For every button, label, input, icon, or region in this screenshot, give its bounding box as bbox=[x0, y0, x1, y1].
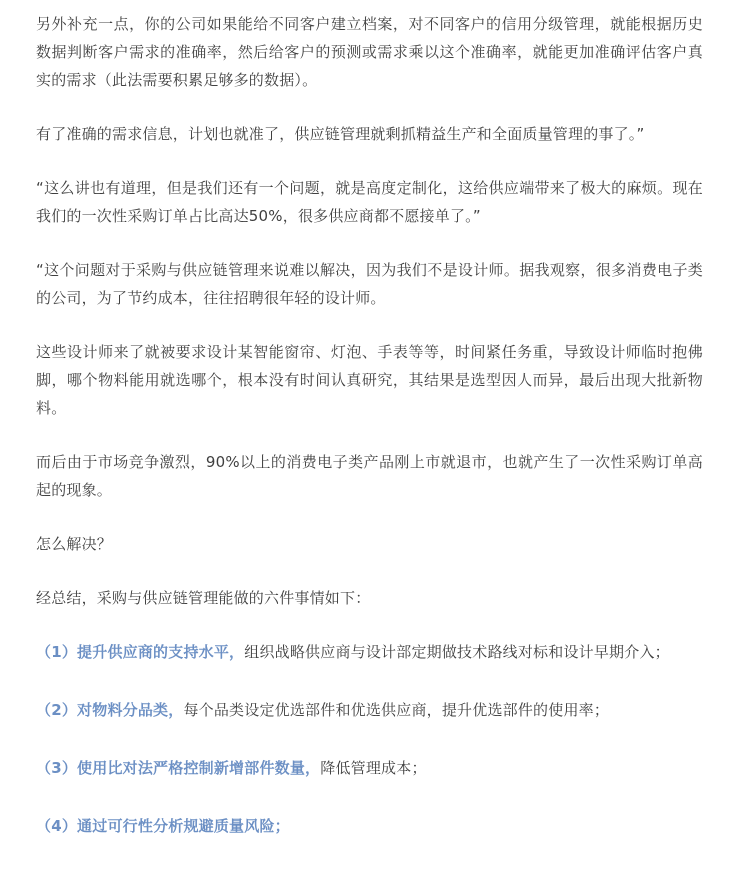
list-item bbox=[36, 754, 703, 782]
item-number: （3） bbox=[36, 759, 78, 777]
item-highlight: 对物料分品类， bbox=[77, 701, 184, 719]
item-highlight: 使用比对法严格控制新增部件数量， bbox=[77, 759, 321, 777]
paragraph-how-to-solve: 怎么解决？ bbox=[36, 535, 113, 553]
list-item bbox=[36, 696, 703, 724]
paragraph-designer-observation: “这个问题对于采购与供应链管理来说难以解决，因为我们不是设计师。据我观察，很多消费电子类的公司，为了节约成本，往往招聘很年轻的设计师。 bbox=[36, 261, 703, 307]
paragraph-designer-pressure: 这些设计师来了就被要求设计某智能窗帘、灯泡、手表等等，时间紧任务重，导致设计师临时抱佛脚，哪个物料能用就选哪个，根本没有时间认真研究，其结果是选型因人而异，最后出现大批新物料。 bbox=[36, 343, 703, 417]
paragraph-customization-problem: “这么讲也有道理，但是我们还有一个问题，就是高度定制化，这给供应端带来了极大的麻烦。现在我们的一次性采购订单占比高达50%，很多供应商都不愿接单了。” bbox=[36, 179, 703, 225]
paragraph-six-things: 经总结，采购与供应链管理能做的六件事情如下： bbox=[36, 589, 371, 607]
paragraph-market-competition: 而后由于市场竞争激烈，90%以上的消费电子类产品刚上市就退市，也就产生了一次性采购订单高起的现象。 bbox=[36, 453, 703, 499]
item-highlight: 通过可行性分析规避质量风险； bbox=[77, 817, 290, 835]
list-item bbox=[36, 812, 703, 840]
item-number: （2） bbox=[36, 701, 78, 719]
list-item bbox=[36, 638, 703, 666]
item-number: （4） bbox=[36, 817, 78, 835]
item-text: 降低管理成本； bbox=[320, 759, 427, 777]
paragraph-demand-info: 有了准确的需求信息，计划也就准了，供应链管理就剩抓精益生产和全面质量管理的事了。” bbox=[36, 125, 645, 143]
item-text: 每个品类设定优选部件和优选供应商，提升优选部件的使用率； bbox=[183, 701, 610, 719]
item-number: （1） bbox=[36, 643, 78, 661]
article-body bbox=[36, 10, 703, 870]
paragraph-customer-profiles: 另外补充一点，你的公司如果能给不同客户建立档案，对不同客户的信用分级管理，就能根据历史数据判断客户需求的准确率，然后给客户的预测或需求乘以这个准确率，就能更加准确评估客户真实的需求（此法需要积累足够多的数据）。 bbox=[36, 15, 703, 89]
item-text: 组织战略供应商与设计部定期做技术路线对标和设计早期介入； bbox=[244, 643, 670, 661]
item-highlight: 提升供应商的支持水平， bbox=[77, 643, 245, 661]
